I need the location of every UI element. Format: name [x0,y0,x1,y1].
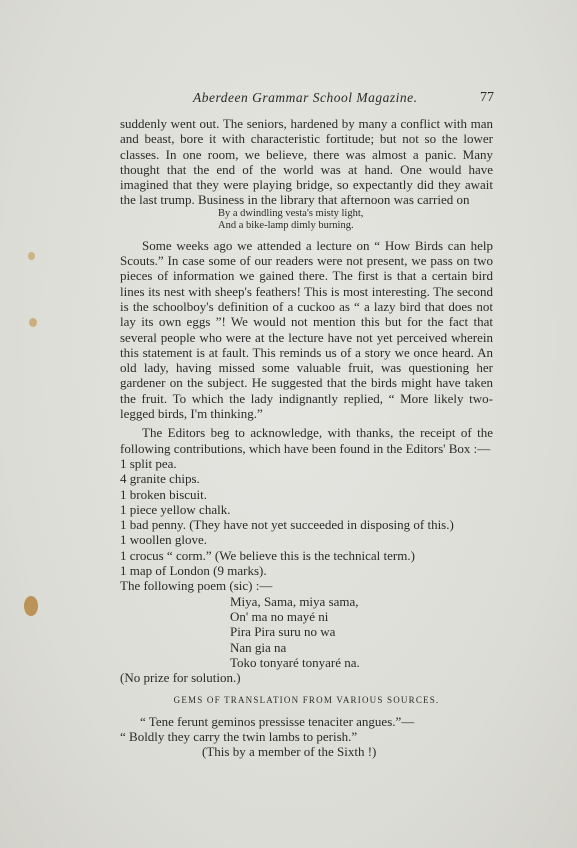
poem-line: On' ma no mayé ni [230,608,329,624]
verse-line: And a bike-lamp dimly burning. [218,219,354,231]
section-heading: GEMS OF TRANSLATION FROM VARIOUS SOURCES. [173,695,440,706]
list-item: 1 split pea. [120,455,177,471]
poem-line: Toko tonyaré tonyaré na. [230,654,360,670]
latin-quote: “ Tene ferunt geminos pressisse tenaciter angues.”— [140,713,415,729]
list-item: 1 bad penny. (They have not yet succeeded in disposing of this.) [120,517,454,533]
list-item: 1 map of London (9 marks). [120,563,267,579]
running-header [0,90,577,108]
quoted-verse [218,208,493,232]
foxing-spot [24,596,38,616]
paragraph: suddenly went out. The seniors, hardened by many a conflict with man and beast, bore it with characteristic fortitude; but not so the lower classes. In one room, we believe, there was almost a panic. Many thought that the end of the world was at hand. One would have imagined that they were playing bridge, so expectantly did they await the last trump. Business in the library that afternoon was carried on [120,116,493,208]
poem-line: Pira Pira suru no wa [230,624,336,640]
contributions-list [120,456,493,578]
list-item: 1 broken biscuit. [120,486,208,502]
journal-title: Aberdeen Grammar School Magazine. [193,90,418,105]
foxing-spot [28,252,35,260]
list-item: 1 piece yellow chalk. [120,501,231,517]
verse-line: By a dwindling vesta's misty light, [218,207,364,219]
poem-intro: The following poem (sic) :— [120,578,273,594]
paragraph: The Editors beg to acknowledge, with thanks, the receipt of the following contributions, which have been found in the Editors' Box :— [120,425,493,456]
poem-line: Miya, Sama, miya sama, [230,593,359,609]
paragraph: Some weeks ago we attended a lecture on “ How Birds can help Scouts.” In case some of our readers were not present, we pass on two pieces of information we gained there. The first is that a certain bird lines its nest with sheep's feathers! This is most interesting. The second is the schoolboy's definition of a cuckoo as “ a lazy bird that does not lay its own eggs ”! We would not mention this but for the fact that several people who were at the lecture have not yet perceived wherein this statement is at fault. This reminds us of a story we once heard. An old lady, having missed some valuable fruit, was questioning her gardener on the subject. He suggested that the birds might have taken the fruit. To which the lady indignantly replied, “ More likely two-legged birds, I'm thinking.” [120,237,493,422]
credit-line: (This by a member of the Sixth !) [202,744,377,760]
list-item: 1 crocus “ corm.” (We believe this is the technical term.) [120,547,415,563]
page-number: 77 [480,90,494,105]
poem-note: (No prize for solution.) [120,670,241,686]
foxing-spot [29,318,37,327]
page-body [120,116,493,760]
translation-quote: “ Boldly they carry the twin lambs to perish.” [120,728,358,744]
poem-line: Nan gia na [230,639,287,655]
list-item: 1 woollen glove. [120,532,208,548]
list-item: 4 granite chips. [120,471,200,487]
poem [230,594,493,670]
